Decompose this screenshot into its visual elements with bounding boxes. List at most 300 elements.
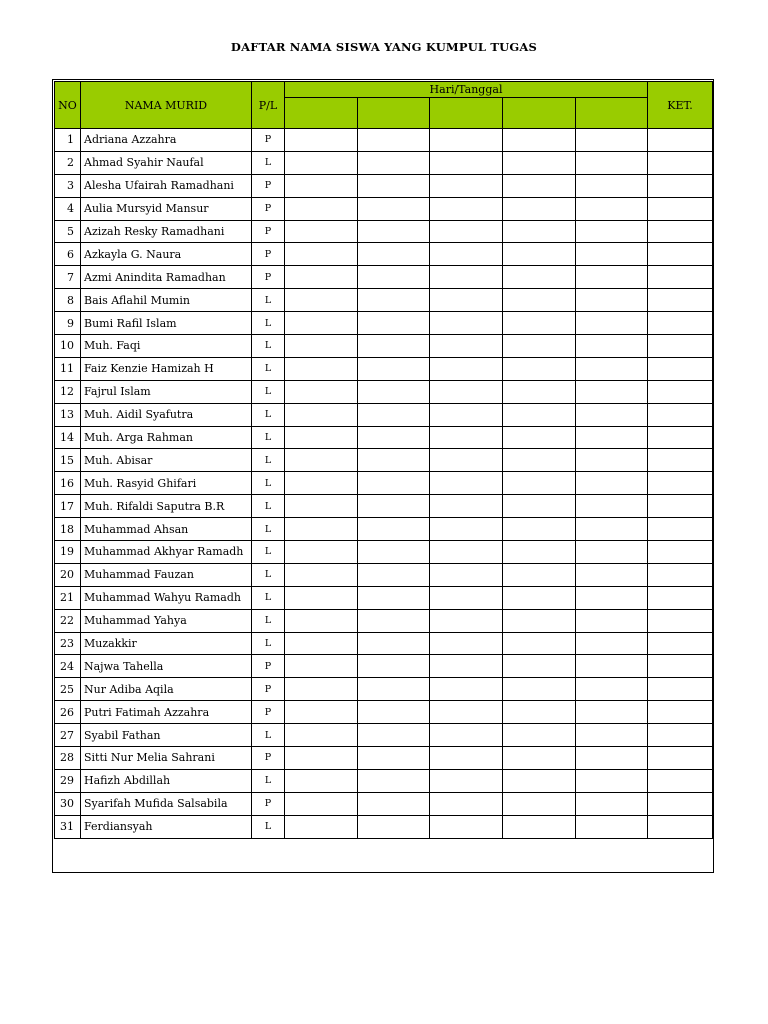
table-row bbox=[55, 815, 713, 838]
date-cell-3[interactable] bbox=[430, 724, 503, 747]
ket-cell[interactable] bbox=[648, 609, 713, 632]
date-cell-5[interactable] bbox=[576, 151, 648, 174]
row-number: 10 bbox=[55, 335, 81, 358]
date-cell-3[interactable] bbox=[430, 335, 503, 358]
date-cell-5[interactable] bbox=[576, 815, 648, 838]
date-cell-5[interactable] bbox=[576, 449, 648, 472]
gender-cell: P bbox=[252, 197, 285, 220]
date-cell-1[interactable] bbox=[285, 792, 358, 815]
date-cell-1[interactable] bbox=[285, 632, 358, 655]
table-row bbox=[55, 151, 713, 174]
date-cell-1[interactable] bbox=[285, 586, 358, 609]
student-name: Hafizh Abdillah bbox=[81, 769, 252, 792]
row-number: 11 bbox=[55, 357, 81, 380]
table-row bbox=[55, 357, 713, 380]
date-cell-3[interactable] bbox=[430, 678, 503, 701]
row-number: 5 bbox=[55, 220, 81, 243]
ket-cell[interactable] bbox=[648, 769, 713, 792]
date-cell-1[interactable] bbox=[285, 357, 358, 380]
date-cell-2[interactable] bbox=[358, 197, 430, 220]
student-name: Ahmad Syahir Naufal bbox=[81, 151, 252, 174]
ket-cell[interactable] bbox=[648, 357, 713, 380]
date-cell-3[interactable] bbox=[430, 380, 503, 403]
date-cell-2[interactable] bbox=[358, 380, 430, 403]
ket-cell[interactable] bbox=[648, 312, 713, 335]
date-cell-5[interactable] bbox=[576, 129, 648, 152]
date-cell-3[interactable] bbox=[430, 403, 503, 426]
date-cell-5[interactable] bbox=[576, 243, 648, 266]
row-number: 24 bbox=[55, 655, 81, 678]
header-no: NO bbox=[55, 82, 81, 129]
date-cell-3[interactable] bbox=[430, 815, 503, 838]
date-cell-1[interactable] bbox=[285, 541, 358, 564]
row-number: 28 bbox=[55, 747, 81, 770]
student-name: Putri Fatimah Azzahra bbox=[81, 701, 252, 724]
table-body bbox=[55, 129, 713, 839]
date-cell-5[interactable] bbox=[576, 563, 648, 586]
student-name: Bumi Rafil Islam bbox=[81, 312, 252, 335]
student-name: Bais Aflahil Mumin bbox=[81, 289, 252, 312]
date-cell-4[interactable] bbox=[503, 380, 576, 403]
date-cell-3[interactable] bbox=[430, 312, 503, 335]
ket-cell[interactable] bbox=[648, 792, 713, 815]
header-date-group: Hari/Tanggal bbox=[285, 82, 648, 98]
student-name: Aulia Mursyid Mansur bbox=[81, 197, 252, 220]
row-number: 26 bbox=[55, 701, 81, 724]
date-cell-5[interactable] bbox=[576, 495, 648, 518]
header-date-col-2 bbox=[358, 98, 430, 129]
row-number: 4 bbox=[55, 197, 81, 220]
date-cell-1[interactable] bbox=[285, 747, 358, 770]
row-number: 15 bbox=[55, 449, 81, 472]
gender-cell: P bbox=[252, 220, 285, 243]
date-cell-5[interactable] bbox=[576, 357, 648, 380]
date-cell-3[interactable] bbox=[430, 495, 503, 518]
table-row bbox=[55, 335, 713, 358]
table-row bbox=[55, 449, 713, 472]
date-cell-1[interactable] bbox=[285, 678, 358, 701]
student-name: Syabil Fathan bbox=[81, 724, 252, 747]
date-cell-2[interactable] bbox=[358, 357, 430, 380]
date-cell-4[interactable] bbox=[503, 541, 576, 564]
student-name: Muh. Rifaldi Saputra B.R bbox=[81, 495, 252, 518]
date-cell-3[interactable] bbox=[430, 518, 503, 541]
ket-cell[interactable] bbox=[648, 815, 713, 838]
date-cell-2[interactable] bbox=[358, 151, 430, 174]
date-cell-2[interactable] bbox=[358, 289, 430, 312]
ket-cell[interactable] bbox=[648, 243, 713, 266]
student-name: Azmi Anindita Ramadhan bbox=[81, 266, 252, 289]
table-row bbox=[55, 266, 713, 289]
student-name: Syarifah Mufida Salsabila bbox=[81, 792, 252, 815]
gender-cell: L bbox=[252, 151, 285, 174]
table-row bbox=[55, 769, 713, 792]
gender-cell: L bbox=[252, 289, 285, 312]
date-cell-1[interactable] bbox=[285, 769, 358, 792]
header-ket: KET. bbox=[648, 82, 713, 129]
date-cell-2[interactable] bbox=[358, 701, 430, 724]
table-row bbox=[55, 541, 713, 564]
date-cell-4[interactable] bbox=[503, 403, 576, 426]
student-name: Muh. Rasyid Ghifari bbox=[81, 472, 252, 495]
student-name: Fajrul Islam bbox=[81, 380, 252, 403]
date-cell-3[interactable] bbox=[430, 632, 503, 655]
date-cell-3[interactable] bbox=[430, 563, 503, 586]
date-cell-3[interactable] bbox=[430, 769, 503, 792]
date-cell-3[interactable] bbox=[430, 197, 503, 220]
row-number: 21 bbox=[55, 586, 81, 609]
table-row bbox=[55, 174, 713, 197]
ket-cell[interactable] bbox=[648, 472, 713, 495]
date-cell-5[interactable] bbox=[576, 518, 648, 541]
ket-cell[interactable] bbox=[648, 151, 713, 174]
date-cell-5[interactable] bbox=[576, 747, 648, 770]
date-cell-2[interactable] bbox=[358, 426, 430, 449]
date-cell-1[interactable] bbox=[285, 335, 358, 358]
date-cell-3[interactable] bbox=[430, 289, 503, 312]
table-row bbox=[55, 197, 713, 220]
date-cell-2[interactable] bbox=[358, 678, 430, 701]
row-number: 16 bbox=[55, 472, 81, 495]
ket-cell[interactable] bbox=[648, 518, 713, 541]
ket-cell[interactable] bbox=[648, 129, 713, 152]
ket-cell[interactable] bbox=[648, 724, 713, 747]
date-cell-1[interactable] bbox=[285, 815, 358, 838]
row-number: 14 bbox=[55, 426, 81, 449]
date-cell-3[interactable] bbox=[430, 655, 503, 678]
date-cell-5[interactable] bbox=[576, 541, 648, 564]
ket-cell[interactable] bbox=[648, 403, 713, 426]
ket-cell[interactable] bbox=[648, 655, 713, 678]
gender-cell: P bbox=[252, 129, 285, 152]
date-cell-3[interactable] bbox=[430, 541, 503, 564]
gender-cell: L bbox=[252, 609, 285, 632]
ket-cell[interactable] bbox=[648, 266, 713, 289]
date-cell-4[interactable] bbox=[503, 518, 576, 541]
date-cell-5[interactable] bbox=[576, 724, 648, 747]
date-cell-1[interactable] bbox=[285, 266, 358, 289]
date-cell-4[interactable] bbox=[503, 586, 576, 609]
ket-cell[interactable] bbox=[648, 335, 713, 358]
gender-cell: L bbox=[252, 632, 285, 655]
date-cell-3[interactable] bbox=[430, 129, 503, 152]
student-name: Nur Adiba Aqila bbox=[81, 678, 252, 701]
date-cell-1[interactable] bbox=[285, 724, 358, 747]
date-cell-1[interactable] bbox=[285, 380, 358, 403]
date-cell-4[interactable] bbox=[503, 335, 576, 358]
date-cell-2[interactable] bbox=[358, 243, 430, 266]
gender-cell: L bbox=[252, 495, 285, 518]
student-name: Muzakkir bbox=[81, 632, 252, 655]
date-cell-4[interactable] bbox=[503, 792, 576, 815]
date-cell-5[interactable] bbox=[576, 335, 648, 358]
date-cell-4[interactable] bbox=[503, 563, 576, 586]
date-cell-1[interactable] bbox=[285, 151, 358, 174]
date-cell-1[interactable] bbox=[285, 655, 358, 678]
gender-cell: L bbox=[252, 586, 285, 609]
date-cell-2[interactable] bbox=[358, 769, 430, 792]
gender-cell: P bbox=[252, 243, 285, 266]
date-cell-4[interactable] bbox=[503, 266, 576, 289]
ket-cell[interactable] bbox=[648, 586, 713, 609]
date-cell-2[interactable] bbox=[358, 792, 430, 815]
row-number: 23 bbox=[55, 632, 81, 655]
student-name: Muh. Abisar bbox=[81, 449, 252, 472]
header-date-col-4 bbox=[503, 98, 576, 129]
date-cell-5[interactable] bbox=[576, 220, 648, 243]
table-row bbox=[55, 312, 713, 335]
table-row bbox=[55, 747, 713, 770]
date-cell-1[interactable] bbox=[285, 518, 358, 541]
student-name: Azizah Resky Ramadhani bbox=[81, 220, 252, 243]
student-name: Muh. Arga Rahman bbox=[81, 426, 252, 449]
ket-cell[interactable] bbox=[648, 495, 713, 518]
row-number: 12 bbox=[55, 380, 81, 403]
ket-cell[interactable] bbox=[648, 220, 713, 243]
date-cell-2[interactable] bbox=[358, 129, 430, 152]
gender-cell: L bbox=[252, 769, 285, 792]
row-number: 31 bbox=[55, 815, 81, 838]
row-number: 18 bbox=[55, 518, 81, 541]
date-cell-1[interactable] bbox=[285, 129, 358, 152]
gender-cell: P bbox=[252, 792, 285, 815]
date-cell-5[interactable] bbox=[576, 632, 648, 655]
header-date-col-3 bbox=[430, 98, 503, 129]
date-cell-2[interactable] bbox=[358, 541, 430, 564]
date-cell-3[interactable] bbox=[430, 701, 503, 724]
table-row bbox=[55, 678, 713, 701]
date-cell-1[interactable] bbox=[285, 495, 358, 518]
table-row bbox=[55, 129, 713, 152]
table-row bbox=[55, 632, 713, 655]
date-cell-5[interactable] bbox=[576, 701, 648, 724]
date-cell-2[interactable] bbox=[358, 586, 430, 609]
row-number: 8 bbox=[55, 289, 81, 312]
date-cell-2[interactable] bbox=[358, 609, 430, 632]
date-cell-5[interactable] bbox=[576, 792, 648, 815]
gender-cell: L bbox=[252, 472, 285, 495]
table-row bbox=[55, 220, 713, 243]
row-number: 17 bbox=[55, 495, 81, 518]
gender-cell: L bbox=[252, 380, 285, 403]
student-name: Faiz Kenzie Hamizah H bbox=[81, 357, 252, 380]
date-cell-1[interactable] bbox=[285, 701, 358, 724]
date-cell-5[interactable] bbox=[576, 266, 648, 289]
gender-cell: P bbox=[252, 266, 285, 289]
date-cell-5[interactable] bbox=[576, 312, 648, 335]
date-cell-5[interactable] bbox=[576, 769, 648, 792]
table-row bbox=[55, 472, 713, 495]
date-cell-3[interactable] bbox=[430, 426, 503, 449]
date-cell-2[interactable] bbox=[358, 815, 430, 838]
date-cell-2[interactable] bbox=[358, 632, 430, 655]
date-cell-4[interactable] bbox=[503, 289, 576, 312]
date-cell-3[interactable] bbox=[430, 220, 503, 243]
date-cell-3[interactable] bbox=[430, 243, 503, 266]
row-number: 2 bbox=[55, 151, 81, 174]
student-table bbox=[54, 81, 713, 839]
date-cell-5[interactable] bbox=[576, 289, 648, 312]
date-cell-4[interactable] bbox=[503, 724, 576, 747]
date-cell-2[interactable] bbox=[358, 266, 430, 289]
date-cell-3[interactable] bbox=[430, 151, 503, 174]
date-cell-4[interactable] bbox=[503, 220, 576, 243]
date-cell-2[interactable] bbox=[358, 220, 430, 243]
student-name: Azkayla G. Naura bbox=[81, 243, 252, 266]
ket-cell[interactable] bbox=[648, 563, 713, 586]
table-row bbox=[55, 563, 713, 586]
ket-cell[interactable] bbox=[648, 678, 713, 701]
date-cell-5[interactable] bbox=[576, 472, 648, 495]
date-cell-4[interactable] bbox=[503, 678, 576, 701]
ket-cell[interactable] bbox=[648, 174, 713, 197]
ket-cell[interactable] bbox=[648, 541, 713, 564]
row-number: 22 bbox=[55, 609, 81, 632]
date-cell-5[interactable] bbox=[576, 586, 648, 609]
date-cell-1[interactable] bbox=[285, 563, 358, 586]
table-row bbox=[55, 609, 713, 632]
date-cell-1[interactable] bbox=[285, 403, 358, 426]
gender-cell: P bbox=[252, 701, 285, 724]
date-cell-1[interactable] bbox=[285, 609, 358, 632]
date-cell-4[interactable] bbox=[503, 243, 576, 266]
date-cell-3[interactable] bbox=[430, 357, 503, 380]
date-cell-1[interactable] bbox=[285, 197, 358, 220]
date-cell-5[interactable] bbox=[576, 403, 648, 426]
date-cell-2[interactable] bbox=[358, 724, 430, 747]
date-cell-2[interactable] bbox=[358, 655, 430, 678]
table-row bbox=[55, 243, 713, 266]
date-cell-4[interactable] bbox=[503, 151, 576, 174]
row-number: 13 bbox=[55, 403, 81, 426]
row-number: 30 bbox=[55, 792, 81, 815]
row-number: 19 bbox=[55, 541, 81, 564]
date-cell-2[interactable] bbox=[358, 403, 430, 426]
row-number: 6 bbox=[55, 243, 81, 266]
date-cell-5[interactable] bbox=[576, 174, 648, 197]
gender-cell: L bbox=[252, 357, 285, 380]
date-cell-4[interactable] bbox=[503, 426, 576, 449]
student-name: Muhammad Ahsan bbox=[81, 518, 252, 541]
header-date-col-5 bbox=[576, 98, 648, 129]
student-name: Muh. Aidil Syafutra bbox=[81, 403, 252, 426]
date-cell-4[interactable] bbox=[503, 655, 576, 678]
date-cell-4[interactable] bbox=[503, 357, 576, 380]
ket-cell[interactable] bbox=[648, 380, 713, 403]
date-cell-3[interactable] bbox=[430, 472, 503, 495]
date-cell-2[interactable] bbox=[358, 449, 430, 472]
date-cell-4[interactable] bbox=[503, 632, 576, 655]
student-name: Muhammad Wahyu Ramadh bbox=[81, 586, 252, 609]
student-name: Muhammad Akhyar Ramadh bbox=[81, 541, 252, 564]
date-cell-4[interactable] bbox=[503, 174, 576, 197]
ket-cell[interactable] bbox=[648, 449, 713, 472]
date-cell-5[interactable] bbox=[576, 609, 648, 632]
date-cell-5[interactable] bbox=[576, 426, 648, 449]
row-number: 9 bbox=[55, 312, 81, 335]
date-cell-3[interactable] bbox=[430, 586, 503, 609]
student-name: Adriana Azzahra bbox=[81, 129, 252, 152]
date-cell-4[interactable] bbox=[503, 701, 576, 724]
date-cell-4[interactable] bbox=[503, 472, 576, 495]
ket-cell[interactable] bbox=[648, 701, 713, 724]
date-cell-2[interactable] bbox=[358, 472, 430, 495]
table-row bbox=[55, 380, 713, 403]
date-cell-3[interactable] bbox=[430, 174, 503, 197]
row-number: 25 bbox=[55, 678, 81, 701]
date-cell-2[interactable] bbox=[358, 563, 430, 586]
date-cell-1[interactable] bbox=[285, 426, 358, 449]
date-cell-4[interactable] bbox=[503, 129, 576, 152]
gender-cell: L bbox=[252, 335, 285, 358]
student-name: Sitti Nur Melia Sahrani bbox=[81, 747, 252, 770]
date-cell-1[interactable] bbox=[285, 289, 358, 312]
date-cell-4[interactable] bbox=[503, 312, 576, 335]
date-cell-1[interactable] bbox=[285, 472, 358, 495]
table-row bbox=[55, 655, 713, 678]
gender-cell: P bbox=[252, 747, 285, 770]
student-name: Ferdiansyah bbox=[81, 815, 252, 838]
date-cell-1[interactable] bbox=[285, 220, 358, 243]
date-cell-3[interactable] bbox=[430, 266, 503, 289]
date-cell-2[interactable] bbox=[358, 495, 430, 518]
gender-cell: P bbox=[252, 174, 285, 197]
gender-cell: L bbox=[252, 449, 285, 472]
date-cell-4[interactable] bbox=[503, 495, 576, 518]
date-cell-3[interactable] bbox=[430, 449, 503, 472]
page-title: DAFTAR NAMA SISWA YANG KUMPUL TUGAS bbox=[230, 40, 538, 54]
date-cell-3[interactable] bbox=[430, 792, 503, 815]
date-cell-1[interactable] bbox=[285, 312, 358, 335]
date-cell-2[interactable] bbox=[358, 312, 430, 335]
date-cell-5[interactable] bbox=[576, 380, 648, 403]
table-row bbox=[55, 426, 713, 449]
gender-cell: L bbox=[252, 312, 285, 335]
date-cell-4[interactable] bbox=[503, 747, 576, 770]
date-cell-5[interactable] bbox=[576, 655, 648, 678]
date-cell-4[interactable] bbox=[503, 815, 576, 838]
gender-cell: L bbox=[252, 518, 285, 541]
ket-cell[interactable] bbox=[648, 426, 713, 449]
date-cell-2[interactable] bbox=[358, 174, 430, 197]
gender-cell: L bbox=[252, 403, 285, 426]
student-name: Najwa Tahella bbox=[81, 655, 252, 678]
gender-cell: L bbox=[252, 563, 285, 586]
ket-cell[interactable] bbox=[648, 632, 713, 655]
date-cell-3[interactable] bbox=[430, 609, 503, 632]
date-cell-2[interactable] bbox=[358, 747, 430, 770]
ket-cell[interactable] bbox=[648, 289, 713, 312]
table-row bbox=[55, 724, 713, 747]
date-cell-4[interactable] bbox=[503, 197, 576, 220]
date-cell-1[interactable] bbox=[285, 243, 358, 266]
student-name: Muhammad Yahya bbox=[81, 609, 252, 632]
ket-cell[interactable] bbox=[648, 197, 713, 220]
date-cell-3[interactable] bbox=[430, 747, 503, 770]
date-cell-5[interactable] bbox=[576, 678, 648, 701]
date-cell-2[interactable] bbox=[358, 335, 430, 358]
date-cell-2[interactable] bbox=[358, 518, 430, 541]
date-cell-5[interactable] bbox=[576, 197, 648, 220]
date-cell-4[interactable] bbox=[503, 609, 576, 632]
header-date-col-1 bbox=[285, 98, 358, 129]
gender-cell: P bbox=[252, 655, 285, 678]
ket-cell[interactable] bbox=[648, 747, 713, 770]
date-cell-4[interactable] bbox=[503, 769, 576, 792]
date-cell-4[interactable] bbox=[503, 449, 576, 472]
date-cell-1[interactable] bbox=[285, 449, 358, 472]
date-cell-1[interactable] bbox=[285, 174, 358, 197]
